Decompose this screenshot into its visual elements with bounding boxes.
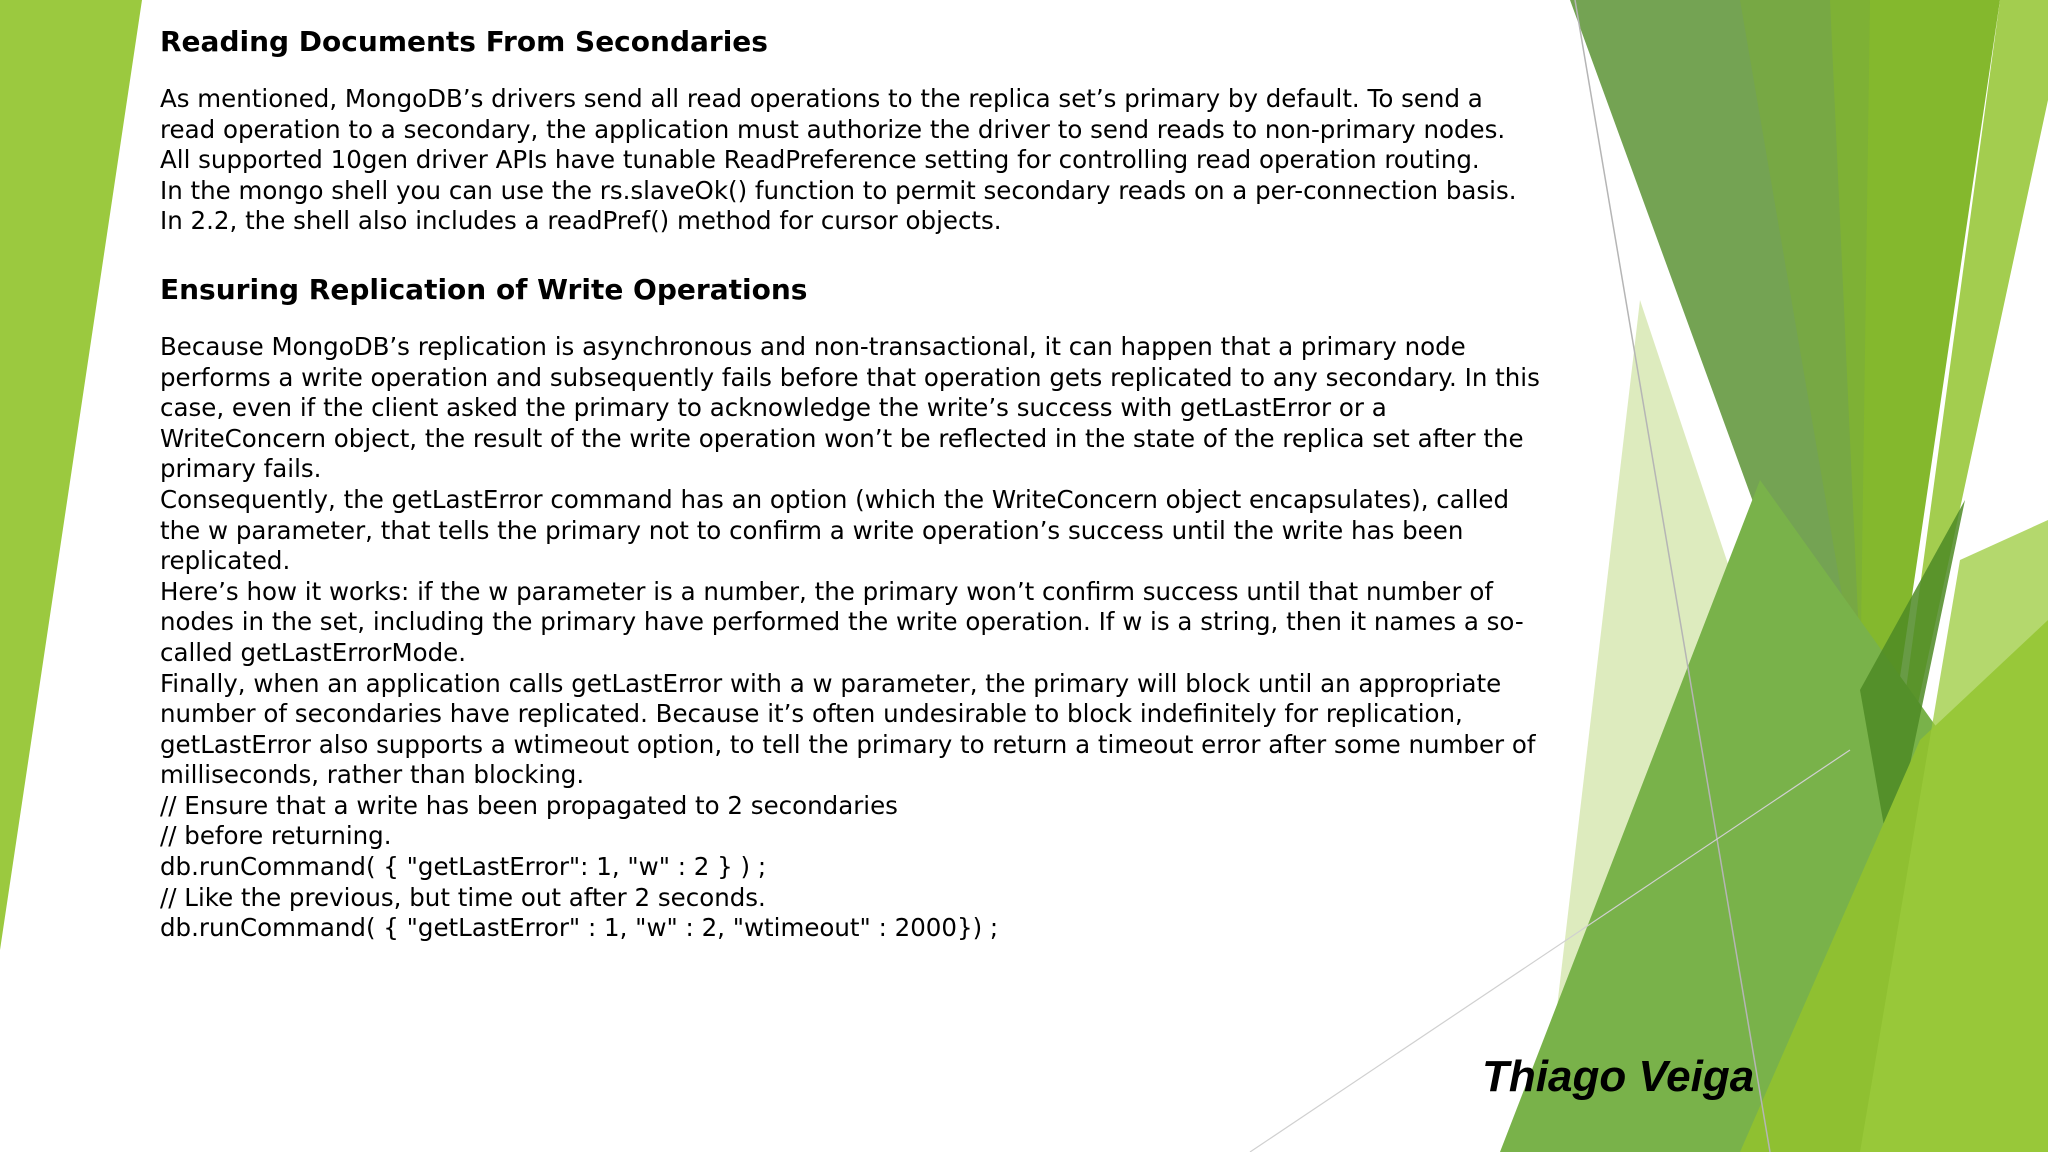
paragraph: Consequently, the getLastError command has an option (which the WriteConcern object encapsulates), called the w parameter, that tells the primary not to confirm a write operation’s success until the write has been replicated. — [160, 484, 1510, 576]
paragraph: In the mongo shell you can use the rs.slaveOk() function to permit secondary reads on a per-connection basis. In 2.2, the shell also includes a readPref() method for cursor objects. — [160, 175, 1517, 236]
code-line: // Like the previous, but time out after 2 seconds. — [160, 882, 766, 912]
paragraph: Here’s how it works: if the w parameter is a number, the primary won’t confirm success until that number of nodes in the set, including the primary have performed the write operation. If w is a string, then it names a so-called getLastErrorMode. — [160, 576, 1524, 667]
author-name: Thiago Veiga — [1482, 1052, 1755, 1101]
code-line: db.runCommand( { "getLastError" : 1, "w" : 2, "wtimeout" : 2000}) ; — [160, 913, 999, 943]
paragraph: Finally, when an application calls getLastError with a w parameter, the primary will block until an appropriate number of secondaries have replicated. Because it’s often undesirable to block indefinitely for replication, getLastError also supports a wtimeout option, to tell the primary to return a timeout error after some number of milliseconds, rather than blocking. — [160, 668, 1536, 790]
paragraph: Because MongoDB’s replication is asynchronous and non-transactional, it can happen that a primary node performs a write operation and subsequently fails before that operation gets replicated to any secondary. In this case, even if the client asked the primary to acknowledge the write’s success with getLastError or a WriteConcern object, the result of the write operation won’t be reflected in the state of the replica set after the primary fails. — [160, 331, 1540, 484]
paragraph: As mentioned, MongoDB’s drivers send all read operations to the replica set’s primary by default. To send a read operation to a secondary, the application must authorize the driver to send reads to non-primary nodes. — [160, 84, 1506, 144]
section-heading-reading-secondaries: Reading Documents From Secondaries — [160, 25, 768, 58]
section-heading-write-replication: Ensuring Replication of Write Operations — [160, 272, 808, 306]
code-line: db.runCommand( { "getLastError": 1, "w" : 2 } ) ; — [160, 852, 767, 882]
code-line: // before returning. — [160, 821, 392, 851]
paragraph: All supported 10gen driver APIs have tunable ReadPreference setting for controlling read operation routing. — [160, 145, 1480, 175]
slide-content — [160, 20, 1540, 944]
code-line: // Ensure that a write has been propagated to 2 secondaries — [160, 790, 898, 820]
left-green-wedge — [0, 0, 142, 950]
